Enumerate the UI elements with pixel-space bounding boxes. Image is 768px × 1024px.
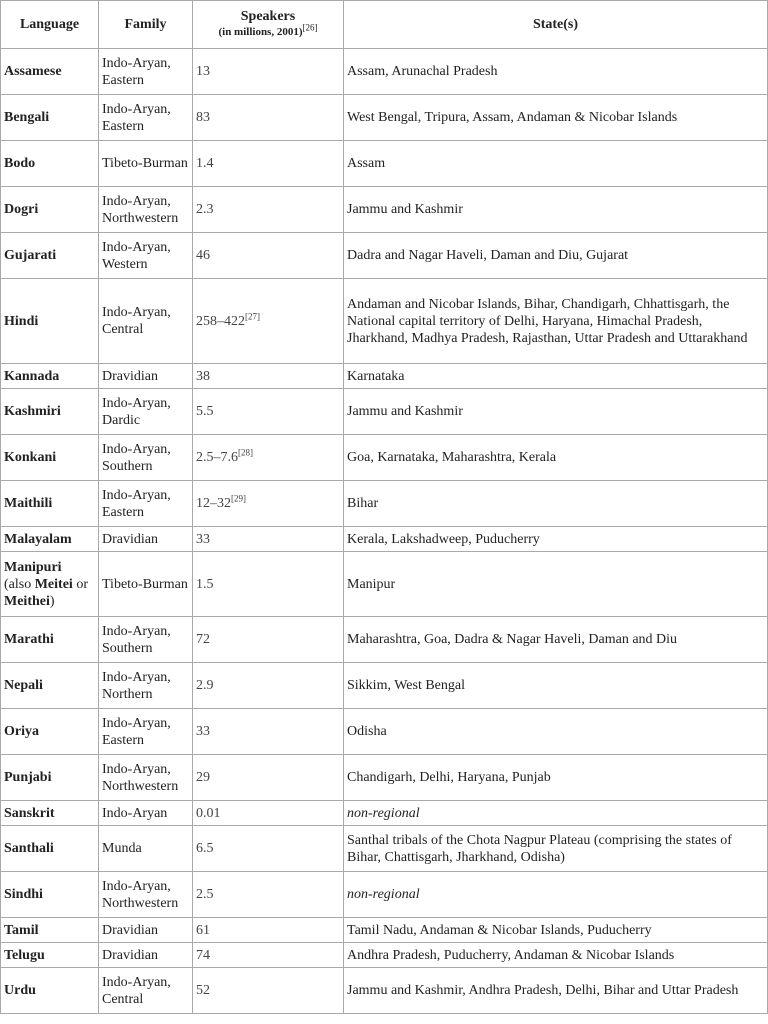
cell-states xyxy=(344,617,768,663)
cell-states xyxy=(344,801,768,826)
states-text: West Bengal, Tripura, Assam, Andaman & Nicobar Islands xyxy=(347,110,678,125)
table-row xyxy=(1,663,768,709)
cell-states xyxy=(344,389,768,435)
cell-family: Indo-Aryan xyxy=(99,801,193,826)
table-row xyxy=(1,826,768,872)
cell-states xyxy=(344,233,768,279)
language-name: Nepali xyxy=(4,678,43,693)
cell-speakers xyxy=(193,826,344,872)
cell-language xyxy=(1,872,99,918)
cell-speakers xyxy=(193,49,344,95)
reference-link[interactable]: [27] xyxy=(245,310,260,321)
cell-speakers xyxy=(193,755,344,801)
language-name: Telugu xyxy=(4,947,45,963)
cell-states xyxy=(344,279,768,364)
states-text: Santhal tribals of the Chota Nagpur Plateau (comprising the states of Bihar, Chattisgarh, Jharkhand, Odisha) xyxy=(347,832,732,865)
cell-family: Tibeto-Burman xyxy=(99,552,193,617)
speakers-value: 33 xyxy=(196,724,210,739)
cell-speakers xyxy=(193,527,344,552)
cell-language xyxy=(1,527,99,552)
cell-speakers xyxy=(193,141,344,187)
cell-states xyxy=(344,755,768,801)
language-alias-prefix: (also xyxy=(4,576,35,592)
table-row xyxy=(1,49,768,95)
cell-family: Indo-Aryan, Eastern xyxy=(99,95,193,141)
cell-speakers xyxy=(193,617,344,663)
header-row xyxy=(1,1,768,49)
language-name: Kashmiri xyxy=(4,404,61,419)
states-text: Manipur xyxy=(347,576,396,592)
speakers-value: 5.5 xyxy=(196,404,214,419)
cell-language xyxy=(1,943,99,968)
table-row xyxy=(1,801,768,826)
table-row xyxy=(1,389,768,435)
cell-family: Indo-Aryan, Northwestern xyxy=(99,872,193,918)
states-text: Jammu and Kashmir xyxy=(347,202,463,217)
language-name: Punjabi xyxy=(4,770,52,785)
states-text: Jammu and Kashmir, Andhra Pradesh, Delhi, Bihar and Uttar Pradesh xyxy=(347,983,739,998)
speakers-value: 72 xyxy=(196,632,210,647)
language-alias-suffix: ) xyxy=(49,593,55,609)
table-row xyxy=(1,552,768,617)
cell-language xyxy=(1,233,99,279)
cell-language xyxy=(1,481,99,527)
table-row xyxy=(1,233,768,279)
cell-language xyxy=(1,49,99,95)
cell-family: Dravidian xyxy=(99,527,193,552)
cell-speakers xyxy=(193,435,344,481)
states-text: non-regional xyxy=(347,887,420,902)
reference-link[interactable]: [28] xyxy=(238,447,253,458)
language-name: Assamese xyxy=(4,64,62,79)
reference-link[interactable]: [29] xyxy=(231,493,246,504)
cell-speakers xyxy=(193,872,344,918)
header-speakers-subtitle xyxy=(218,22,318,38)
cell-language xyxy=(1,187,99,233)
language-name: Dogri xyxy=(4,202,39,217)
table-row xyxy=(1,943,768,968)
cell-family: Indo-Aryan, Eastern xyxy=(99,49,193,95)
cell-family: Indo-Aryan, Western xyxy=(99,233,193,279)
language-alias: Meitei xyxy=(34,576,73,592)
speakers-value: 29 xyxy=(196,770,210,785)
speakers-value: 1.5 xyxy=(196,576,214,592)
table-row xyxy=(1,481,768,527)
cell-speakers xyxy=(193,968,344,1014)
cell-speakers xyxy=(193,233,344,279)
table-row xyxy=(1,364,768,389)
header-family: Family xyxy=(99,1,193,49)
language-name: Gujarati xyxy=(4,248,57,263)
speakers-value: 74 xyxy=(196,947,210,963)
table-row xyxy=(1,141,768,187)
states-text: Assam, Arunachal Pradesh xyxy=(347,64,498,79)
cell-language xyxy=(1,141,99,187)
cell-speakers xyxy=(193,801,344,826)
speakers-value: 2.5–7.6 xyxy=(196,450,238,465)
language-name: Sanskrit xyxy=(4,805,55,821)
cell-speakers xyxy=(193,364,344,389)
cell-states xyxy=(344,141,768,187)
table-row xyxy=(1,617,768,663)
speakers-value: 2.5 xyxy=(196,887,214,902)
table-row xyxy=(1,755,768,801)
header-states: State(s) xyxy=(344,1,768,49)
language-name: Bodo xyxy=(4,156,36,171)
table-row xyxy=(1,435,768,481)
cell-states xyxy=(344,872,768,918)
table-row xyxy=(1,918,768,943)
header-language: Language xyxy=(1,1,99,49)
speakers-value: 13 xyxy=(196,64,210,79)
states-text: Andhra Pradesh, Puducherry, Andaman & Nicobar Islands xyxy=(347,947,675,963)
cell-family: Dravidian xyxy=(99,918,193,943)
table-row xyxy=(1,709,768,755)
cell-family: Indo-Aryan, Eastern xyxy=(99,481,193,527)
states-text: Tamil Nadu, Andaman & Nicobar Islands, Puducherry xyxy=(347,922,652,938)
table-row xyxy=(1,527,768,552)
cell-family: Indo-Aryan, Southern xyxy=(99,617,193,663)
states-text: Odisha xyxy=(347,724,387,739)
states-text: Goa, Karnataka, Maharashtra, Kerala xyxy=(347,450,557,465)
cell-language xyxy=(1,389,99,435)
cell-language xyxy=(1,95,99,141)
table-row xyxy=(1,95,768,141)
cell-family: Indo-Aryan, Dardic xyxy=(99,389,193,435)
speakers-value: 0.01 xyxy=(196,805,221,821)
speakers-value: 38 xyxy=(196,368,210,384)
language-name: Oriya xyxy=(4,724,39,739)
language-name: Marathi xyxy=(4,632,54,647)
cell-states xyxy=(344,49,768,95)
language-name: Maithili xyxy=(4,496,53,511)
cell-states xyxy=(344,435,768,481)
speakers-value: 83 xyxy=(196,110,210,125)
cell-states xyxy=(344,826,768,872)
cell-family: Dravidian xyxy=(99,943,193,968)
table-row xyxy=(1,279,768,364)
cell-states xyxy=(344,552,768,617)
cell-states xyxy=(344,364,768,389)
cell-language xyxy=(1,918,99,943)
cell-family: Munda xyxy=(99,826,193,872)
header-speakers xyxy=(193,1,344,49)
language-alias-joiner: or xyxy=(72,576,88,592)
cell-speakers xyxy=(193,95,344,141)
cell-speakers xyxy=(193,709,344,755)
states-text: Maharashtra, Goa, Dadra & Nagar Haveli, Daman and Diu xyxy=(347,632,678,647)
states-text: Karnataka xyxy=(347,368,405,384)
cell-states xyxy=(344,663,768,709)
language-name: Konkani xyxy=(4,450,57,465)
cell-speakers xyxy=(193,279,344,364)
cell-states xyxy=(344,95,768,141)
speakers-value: 52 xyxy=(196,983,210,998)
cell-states xyxy=(344,918,768,943)
language-name: Tamil xyxy=(4,922,39,938)
speakers-value: 6.5 xyxy=(196,841,214,856)
table-body xyxy=(1,49,768,1014)
cell-language xyxy=(1,279,99,364)
speakers-value: 1.4 xyxy=(196,156,214,171)
cell-family: Indo-Aryan, Central xyxy=(99,968,193,1014)
speakers-value: 2.9 xyxy=(196,678,214,693)
language-name: Sindhi xyxy=(4,887,43,902)
speakers-value: 33 xyxy=(196,531,210,547)
cell-states xyxy=(344,187,768,233)
states-text: Bihar xyxy=(347,496,379,511)
cell-language xyxy=(1,709,99,755)
cell-language xyxy=(1,617,99,663)
cell-speakers xyxy=(193,663,344,709)
speakers-value: 61 xyxy=(196,922,210,938)
language-name: Manipuri xyxy=(4,559,62,575)
header-speakers-ref[interactable]: [26] xyxy=(302,22,318,33)
language-name: Santhali xyxy=(4,841,54,856)
cell-family: Indo-Aryan, Northwestern xyxy=(99,187,193,233)
cell-speakers xyxy=(193,481,344,527)
cell-speakers xyxy=(193,389,344,435)
cell-states xyxy=(344,943,768,968)
header-speakers-unit: (in millions, 2001) xyxy=(218,26,303,38)
table-row xyxy=(1,968,768,1014)
language-name: Urdu xyxy=(4,983,36,998)
cell-family: Indo-Aryan, Southern xyxy=(99,435,193,481)
cell-family: Indo-Aryan, Central xyxy=(99,279,193,364)
cell-states xyxy=(344,968,768,1014)
language-alias: Meithei xyxy=(4,593,50,609)
states-text: Sikkim, West Bengal xyxy=(347,678,466,693)
header-speakers-title: Speakers xyxy=(240,9,296,24)
cell-family: Dravidian xyxy=(99,364,193,389)
cell-states xyxy=(344,527,768,552)
cell-language xyxy=(1,826,99,872)
cell-speakers xyxy=(193,187,344,233)
cell-states xyxy=(344,481,768,527)
cell-language xyxy=(1,968,99,1014)
cell-family: Tibeto-Burman xyxy=(99,141,193,187)
cell-family: Indo-Aryan, Eastern xyxy=(99,709,193,755)
states-text: Dadra and Nagar Haveli, Daman and Diu, Gujarat xyxy=(347,248,629,263)
speakers-value: 46 xyxy=(196,248,210,263)
cell-language xyxy=(1,435,99,481)
states-text: Chandigarh, Delhi, Haryana, Punjab xyxy=(347,770,551,785)
language-name: Malayalam xyxy=(4,531,72,547)
language-name: Bengali xyxy=(4,110,50,125)
speakers-value: 2.3 xyxy=(196,202,214,217)
speakers-value: 12–32 xyxy=(196,496,231,511)
cell-speakers xyxy=(193,552,344,617)
cell-language xyxy=(1,364,99,389)
table-row xyxy=(1,187,768,233)
states-text: non-regional xyxy=(347,805,420,821)
table-row xyxy=(1,872,768,918)
states-text: Assam xyxy=(347,156,386,171)
language-name: Kannada xyxy=(4,368,60,384)
cell-language xyxy=(1,663,99,709)
states-text: Kerala, Lakshadweep, Puducherry xyxy=(347,531,540,547)
cell-states xyxy=(344,709,768,755)
cell-language xyxy=(1,552,99,617)
cell-language xyxy=(1,801,99,826)
cell-family: Indo-Aryan, Northern xyxy=(99,663,193,709)
speakers-value: 258–422 xyxy=(196,313,245,329)
cell-family: Indo-Aryan, Northwestern xyxy=(99,755,193,801)
states-text: Jammu and Kashmir xyxy=(347,404,463,419)
cell-language xyxy=(1,755,99,801)
states-text: Andaman and Nicobar Islands, Bihar, Chandigarh, Chhattisgarh, the National capital territory of Delhi, Haryana, Himachal Pradesh, Jharkhand, Madhya Pradesh, Rajasthan, Uttar Pradesh and Uttarakhand xyxy=(347,296,748,346)
cell-speakers xyxy=(193,943,344,968)
cell-speakers xyxy=(193,918,344,943)
language-name: Hindi xyxy=(4,313,39,329)
